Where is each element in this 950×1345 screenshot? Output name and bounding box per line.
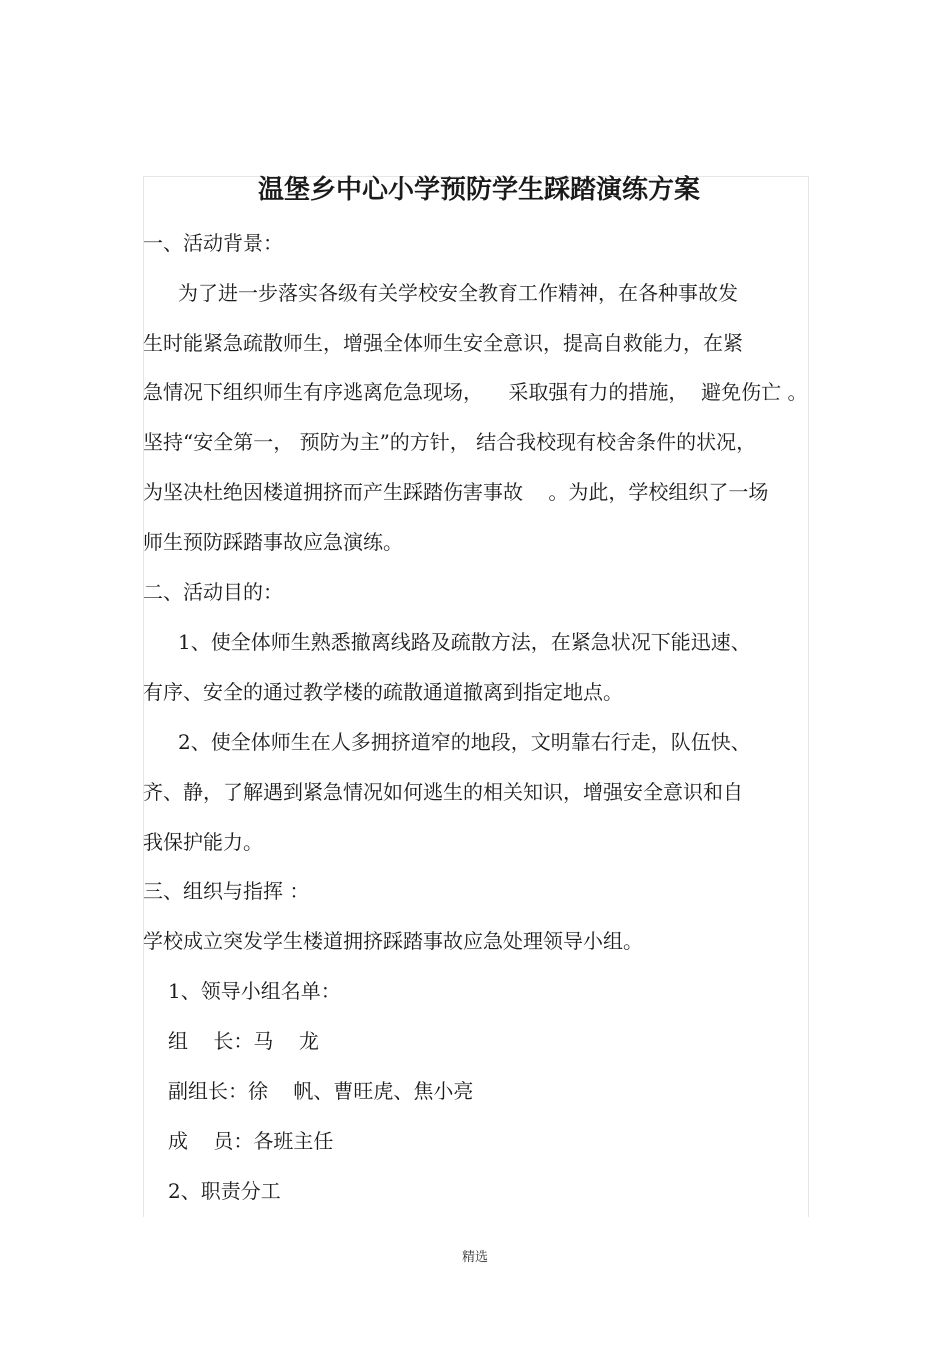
section-heading-organization: 三、组织与指挥 ：	[143, 879, 310, 903]
paragraph-line: 急情况下组织师生有序逃离危急现场， 采取强有力的措施， 避免伤亡 。	[143, 380, 808, 404]
subsection-heading: 2、职责分工	[168, 1179, 281, 1203]
paragraph-line: 生时能紧急疏散师生，增强全体师生安全意识，提高自救能力，在紧	[143, 331, 743, 355]
document-title: 温堡乡中心小学预防学生踩踏演练方案	[257, 175, 700, 205]
paragraph-line: 坚持“安全第一， 预防为主”的方针， 结合我校现有校舍条件的状况，	[143, 430, 757, 454]
roster-line: 成 员：各班主任	[168, 1129, 334, 1153]
subsection-heading: 1、领导小组名单：	[168, 979, 341, 1003]
paragraph-line: 有序、安全的通过教学楼的疏散通道撤离到指定地点。	[143, 680, 623, 704]
roster-line: 组 长：马 龙	[168, 1029, 319, 1053]
roster-line: 副组长：徐 帆、曹旺虎、焦小亮	[168, 1079, 474, 1103]
paragraph-line: 师生预防踩踏事故应急演练。	[143, 530, 403, 554]
footer-label: 精选	[461, 1250, 488, 1265]
paragraph-line: 为坚决杜绝因楼道拥挤而产生踩踏伤害事故 。为此，学校组织了一场	[143, 480, 769, 504]
paragraph-line: 齐、静，了解遇到紧急情况如何逃生的相关知识，增强安全意识和自	[143, 780, 743, 804]
paragraph-line: 学校成立突发学生楼道拥挤踩踏事故应急处理领导小组。	[143, 929, 643, 953]
section-heading-purpose: 二、活动目的：	[143, 580, 283, 604]
paragraph-line: 1、使全体师生熟悉撤离线路及疏散方法，在紧急状况下能迅速、	[178, 630, 751, 654]
paragraph-line: 我保护能力。	[143, 830, 263, 854]
paragraph-line: 2、使全体师生在人多拥挤道窄的地段，文明靠右行走，队伍快、	[178, 730, 751, 754]
section-heading-background: 一、活动背景：	[143, 231, 283, 255]
paragraph-line: 为了进一步落实各级有关学校安全教育工作精神，在各种事故发	[178, 281, 738, 305]
